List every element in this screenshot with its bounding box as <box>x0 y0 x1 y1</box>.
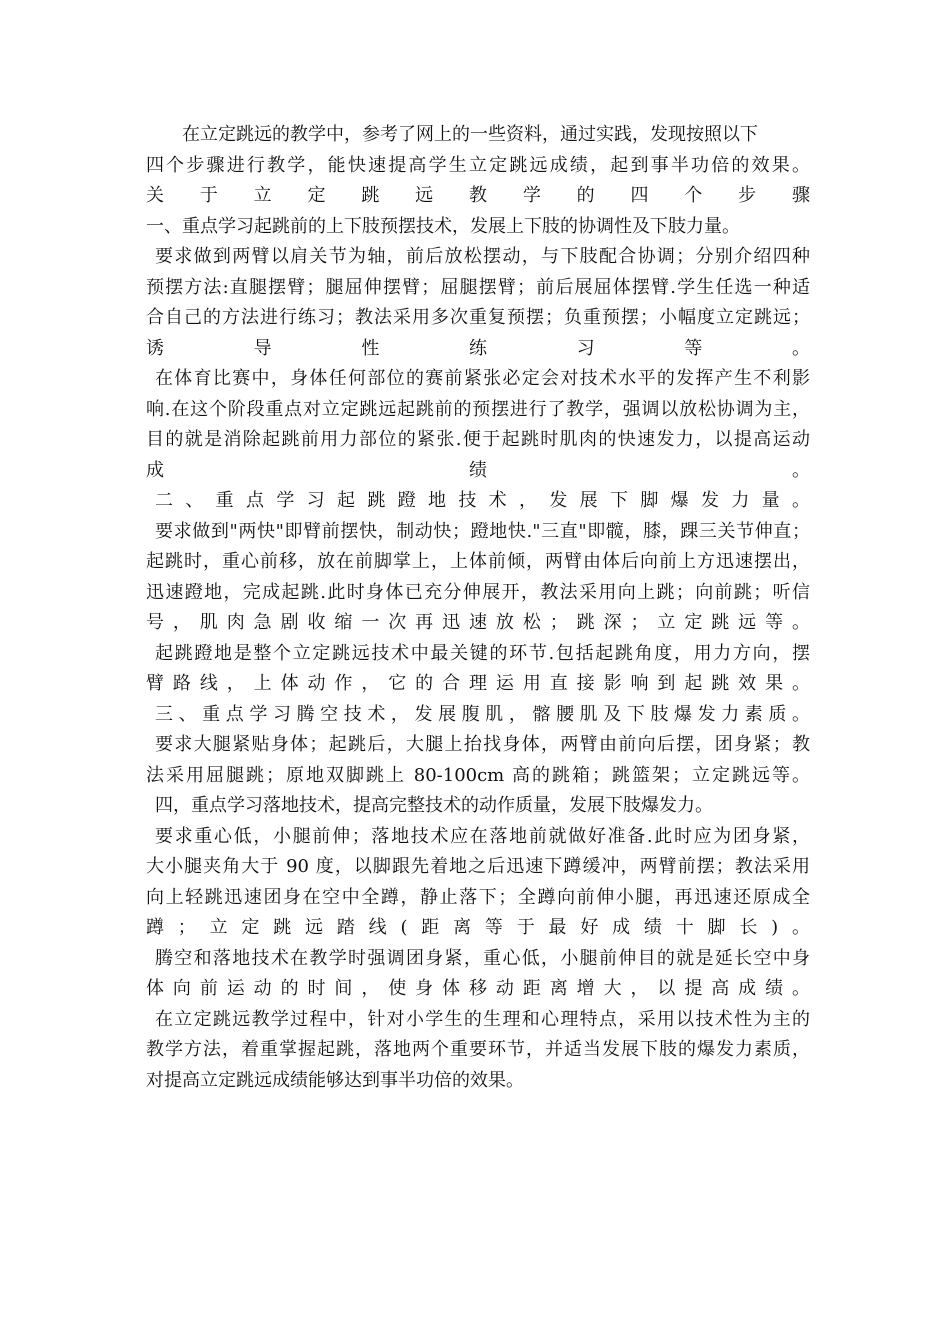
paragraph-line: 响.在这个阶段重点对立定跳远起跳前的预摆进行了教学，强调以放松协调为主， <box>146 398 810 420</box>
paragraph-line: 蹲；立定跳远踏线(距离等于最好成绩十脚长)。 <box>146 917 810 938</box>
paragraph-line: 在立定跳远的教学中，参考了网上的一些资料，通过实践，发现按照以下 <box>182 124 758 145</box>
paragraph-line: 要求大腿紧贴身体；起跳后，大腿上抬找身体，两臂由前向后摆，团身紧；教 <box>155 734 810 755</box>
heading-step-three: 三、重点学习腾空技术，发展腹肌，髂腰肌及下肢爆发力素质。 <box>155 703 810 725</box>
paragraph-line: 在体育比赛中，身体任何部位的赛前紧张必定会对技术水平的发挥产生不利影 <box>155 368 810 389</box>
paragraph-line: 四个步骤进行教学，能快速提高学生立定跳远成绩，起到事半功倍的效果。 <box>146 154 810 176</box>
paragraph-line: 腾空和落地技术在教学时强调团身紧，重心低，小腿前伸目的就是延长空中身 <box>155 947 810 969</box>
paragraph-line: 要求做到"两快"即臂前摆快，制动快；蹬地快."三直"即髋，膝，踝三关节伸直； <box>155 520 810 542</box>
paragraph-line: 大小腿夹角大于 90 度，以脚跟先着地之后迅速下蹲缓冲，两臂前摆；教法采用 <box>146 856 810 877</box>
paragraph-line: 起跳蹬地是整个立定跳远技术中最关键的环节.包括起跳角度，用力方向，摆 <box>155 642 810 664</box>
heading-step-two: 二、重点学习起跳蹬地技术，发展下脚爆发力量。 <box>155 490 810 511</box>
paragraph-line: 号，肌肉急剧收缩一次再迅速放松；跳深；立定跳远等。 <box>146 612 810 633</box>
paragraph-line: 目的就是消除起跳前用力部位的紧张.便于起跳时肌肉的快速发力，以提高运动 <box>146 429 810 450</box>
paragraph-line: 要求做到两臂以肩关节为轴，前后放松摆动，与下肢配合协调；分别介绍四种 <box>155 246 810 267</box>
paragraph-line: 体向前运动的时间，使身体移动距离增大，以提高成绩。 <box>146 978 810 999</box>
paragraph-line: 合自己的方法进行练习；教法采用多次重复预摆；负重预摆；小幅度立定跳远； <box>146 307 810 328</box>
paragraph-line: 对提高立定跳远成绩能够达到事半功倍的效果。 <box>146 1069 524 1091</box>
paragraph-line: 向上轻跳迅速团身在空中全蹲，静止落下；全蹲向前伸小腿，再迅速还原成全 <box>146 886 810 908</box>
paragraph-line: 迅速蹬地，完成起跳.此时身体已充分伸展开，教法采用向上跳；向前跳；听信 <box>146 581 810 603</box>
paragraph-line: 臂路线，上体动作，它的合理运用直接影响到起跳效果。 <box>146 673 810 694</box>
heading-step-four: 四，重点学习落地技术，提高完整技术的动作质量，发展下肢爆发力。 <box>155 795 713 816</box>
heading-step-one: 一、重点学习起跳前的上下肢预摆技术，发展上下肢的协调性及下肢力量。 <box>146 215 740 237</box>
paragraph-line: 在立定跳远教学过程中，针对小学生的生理和心理特点，采用以技术性为主的 <box>155 1008 810 1030</box>
paragraph-line: 要求重心低，小腿前伸；落地技术应在落地前就做好准备.此时应为团身紧， <box>155 825 810 847</box>
paragraph-line: 诱导性练习等。 <box>146 337 810 359</box>
paragraph-line: 法采用屈腿跳；原地双脚跳上 80-100cm 高的跳箱；跳篮架；立定跳远等。 <box>146 764 810 786</box>
paragraph-line: 成绩。 <box>146 459 810 481</box>
paragraph-line: 起跳时，重心前移，放在前脚掌上，上体前倾，两臂由体后向前上方迅速摆出， <box>146 551 810 572</box>
paragraph-line: 预摆方法:直腿摆臂；腿屈伸摆臂；屈腿摆臂；前后展屈体摆臂.学生任选一种适 <box>146 276 810 298</box>
paragraph-line: 教学方法，着重掌握起跳，落地两个重要环节，并适当发展下肢的爆发力素质， <box>146 1039 810 1060</box>
document-body <box>146 120 810 1096</box>
section-title: 关于立定跳远教学的四个步骤 <box>146 185 810 206</box>
